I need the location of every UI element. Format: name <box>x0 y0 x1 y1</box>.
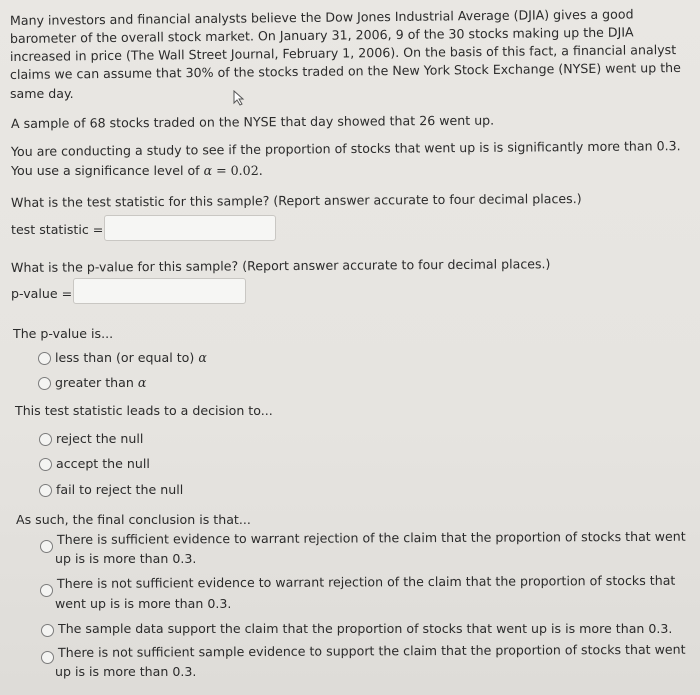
significance-level-text <box>11 163 263 179</box>
conclusion-option-1-label-line-2[interactable]: up is is more than 0.3. <box>55 551 197 566</box>
conclusion-option-4-label-line-2[interactable]: up is is more than 0.3. <box>55 664 197 679</box>
intro-line-4: claims we can assume that 30% of the stocks traded on the New York Stock Exchange (NYSE) went up the <box>9 59 681 82</box>
test-statistic-question: What is the test statistic for this sample? (Report answer accurate to four decimal places.) <box>10 191 582 210</box>
alpha-symbol: α <box>203 163 213 178</box>
conclusion-option-2-label-line-1[interactable]: There is not sufficient evidence to warrant rejection of the claim that the proportion of stocks that <box>56 572 676 591</box>
intro-line-3: increased in price (The Wall Street Journal, February 1, 2006). On the basis of this fact, a financial analyst <box>9 42 677 64</box>
option-fail-to-reject-null-radio[interactable] <box>39 484 52 497</box>
option-accept-null-label[interactable]: accept the null <box>56 456 150 471</box>
p-value-comparison-question: The p-value is... <box>13 326 114 341</box>
conclusion-option-4-label-line-1[interactable]: There is not sufficient sample evidence to support the claim that the proportion of stocks that went <box>57 641 686 660</box>
p-value-label: p-value = <box>11 286 73 301</box>
option-fail-to-reject-null-label[interactable]: fail to reject the null <box>56 482 184 497</box>
option-greater-than-alpha-radio[interactable] <box>38 377 51 390</box>
option-less-than-alpha-radio[interactable] <box>38 352 51 365</box>
option-less-than-text: less than (or equal to) <box>55 350 199 365</box>
intro-line-5: same day. <box>10 86 74 101</box>
test-statistic-input[interactable] <box>104 215 276 241</box>
p-value-input[interactable] <box>73 278 246 304</box>
conclusion-option-3-radio[interactable] <box>41 624 54 637</box>
decision-question: This test statistic leads to a decision to... <box>15 403 273 418</box>
alpha-symbol: α <box>198 350 207 365</box>
significance-prefix: You use a significance level of <box>11 163 204 178</box>
option-greater-than-text: greater than <box>55 375 138 390</box>
option-accept-null-radio[interactable] <box>39 458 52 471</box>
study-description: You are conducting a study to see if the proportion of stocks that went up is is significantly more than 0.3. <box>10 138 681 159</box>
option-reject-null-radio[interactable] <box>39 433 52 446</box>
p-value-question: What is the p-value for this sample? (Report answer accurate to four decimal places.) <box>10 256 551 275</box>
conclusion-option-2-label-line-2[interactable]: went up is is more than 0.3. <box>55 596 232 611</box>
conclusion-option-4-radio[interactable] <box>41 651 54 664</box>
conclusion-option-3-label[interactable]: The sample data support the claim that the proportion of stocks that went up is is more than 0.3. <box>58 621 673 636</box>
conclusion-option-1-radio[interactable] <box>40 540 53 553</box>
alpha-symbol: α <box>137 375 147 390</box>
option-greater-than-alpha-label[interactable] <box>55 375 146 391</box>
intro-line-2: barometer of the overall stock market. On January 31, 2006, 9 of the 30 stocks making up the DJIA <box>9 24 634 46</box>
intro-line-1: Many investors and financial analysts believe the Dow Jones Industrial Average (DJIA) gives a good <box>9 6 634 28</box>
conclusion-question: As such, the final conclusion is that... <box>16 512 251 527</box>
conclusion-option-1-label-line-1[interactable]: There is sufficient evidence to warrant rejection of the claim that the proportion of stocks that went <box>56 528 686 547</box>
option-less-than-alpha-label[interactable] <box>55 350 207 366</box>
sample-description: A sample of 68 stocks traded on the NYSE that day showed that 26 went up. <box>10 112 495 131</box>
test-statistic-label: test statistic = <box>11 222 104 237</box>
option-reject-null-label[interactable]: reject the null <box>56 431 144 446</box>
mouse-cursor-icon <box>232 90 246 106</box>
alpha-value: = 0.02. <box>212 163 263 178</box>
conclusion-option-2-radio[interactable] <box>40 584 53 597</box>
